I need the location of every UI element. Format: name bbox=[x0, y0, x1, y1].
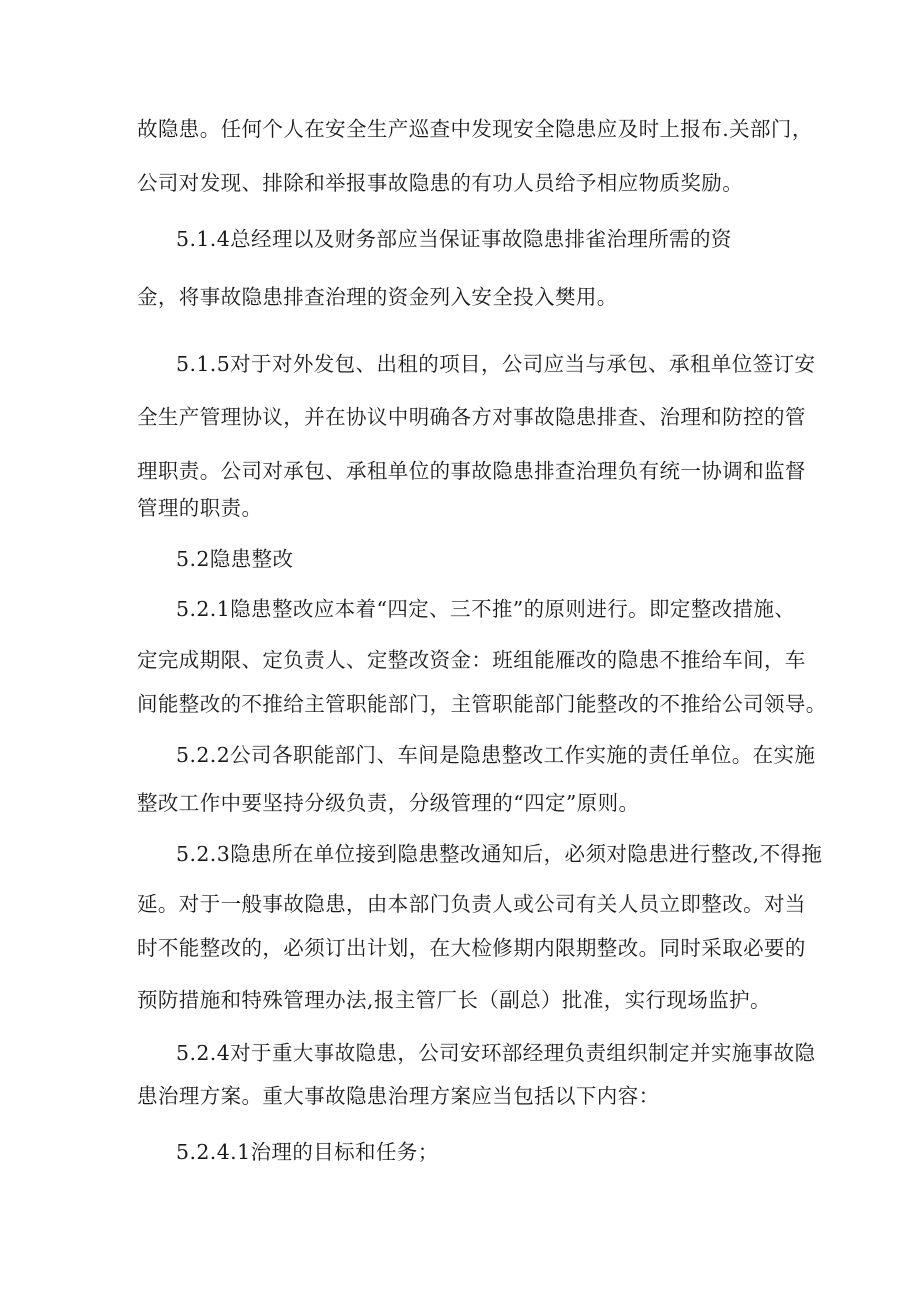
paragraph-line: 金，将事故隐患排查治理的资金列入安全投入樊用。 bbox=[137, 285, 618, 309]
section-5-1-4-line: 5.1.4总经理以及财务部应当保证事故隐患排雀治理所需的资 bbox=[176, 227, 732, 251]
paragraph-line: 理职责。公司对承包、承租单位的事故隐患排查治理负有统一协调和监督 bbox=[137, 459, 806, 483]
section-5-2-heading: 5.2隐患整改 bbox=[176, 547, 294, 571]
paragraph-line: 预防措施和特殊管理办法,报主管厂长（副总）批准，实行现场监护。 bbox=[137, 988, 771, 1012]
section-5-2-4-line: 5.2.4对于重大事故隐患，公司安环部经理负责组织制定并实施事故隐 bbox=[176, 1041, 816, 1065]
paragraph-line: 公司对发现、排除和举报事故隐患的有功人员给予相应物质奖励。 bbox=[137, 171, 744, 195]
paragraph-line: 定完成期限、定负责人、定整改资金：班组能雁改的隐患不推给车间，车 bbox=[137, 648, 806, 672]
paragraph-line: 全生产管理协议，并在协议中明确各方对事故隐患排查、治理和防控的管 bbox=[137, 405, 806, 429]
paragraph-line: 患治理方案。重大事故隐患治理方案应当包括以下内容： bbox=[137, 1084, 660, 1108]
section-5-2-3-line: 5.2.3隐患所在单位接到隐患整改通知后，必须对隐患进行整改,不得拖 bbox=[176, 842, 823, 866]
paragraph-line: 时不能整改的，必须订出计划，在大检修期内限期整改。同时采取必要的 bbox=[137, 936, 806, 960]
section-5-2-4-1-line: 5.2.4.1治理的目标和任务； bbox=[176, 1140, 439, 1164]
section-5-2-1-line: 5.2.1隐患整改应本着“四定、三不推”的原则进行。即定整改措施、 bbox=[176, 597, 796, 621]
paragraph-line: 故隐患。任何个人在安全生产巡查中发现安全隐患应及时上报布.关部门， bbox=[137, 117, 813, 141]
paragraph-line: 整改工作中要坚持分级负责，分级管理的“四定”原则。 bbox=[137, 791, 640, 815]
paragraph-line: 间能整改的不推给主管职能部门，主管职能部门能整改的不推给公司领导。 bbox=[137, 692, 827, 716]
paragraph-line: 延。对于一般事故隐患，由本部门负责人或公司有关人员立即整改。对当 bbox=[137, 892, 806, 916]
section-5-1-5-line: 5.1.5对于对外发包、出租的项目，公司应当与承包、承租单位签订安 bbox=[176, 352, 816, 376]
section-5-2-2-line: 5.2.2公司各职能部门、车间是隐患整改工作实施的责任单位。在实施 bbox=[176, 743, 816, 767]
paragraph-line: 管理的职责。 bbox=[137, 496, 263, 520]
